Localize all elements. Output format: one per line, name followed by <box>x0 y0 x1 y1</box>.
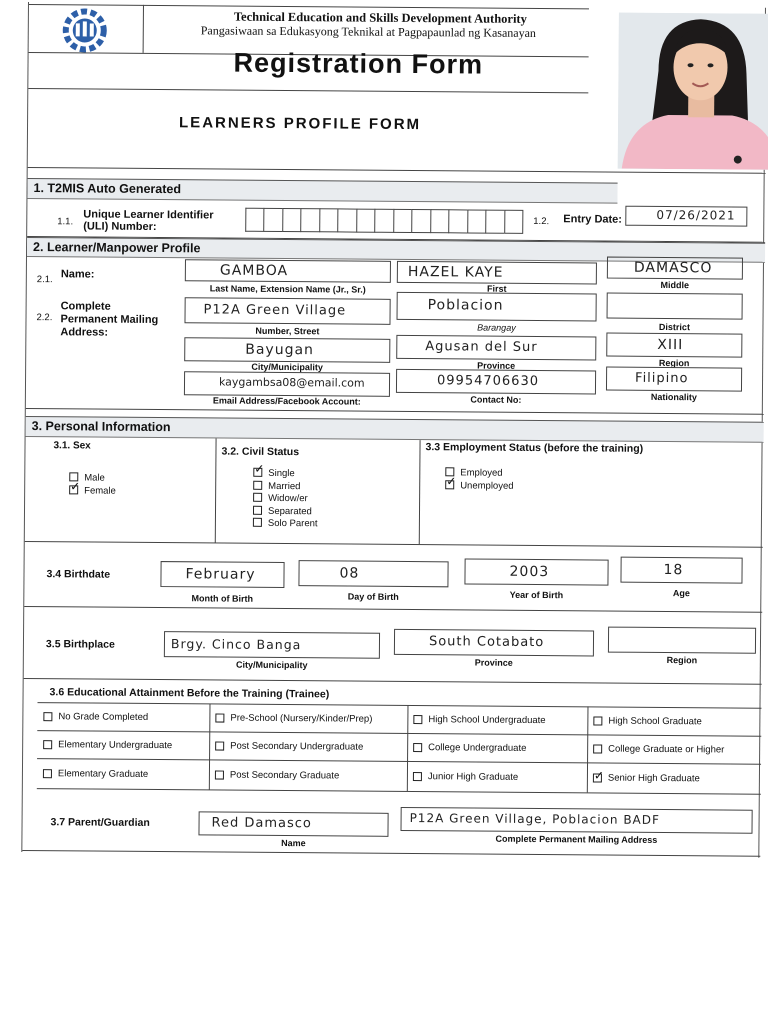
province-value: Agusan del Sur <box>425 339 538 356</box>
option-label: Junior High Graduate <box>427 770 519 783</box>
civil-option-widow[interactable] <box>253 493 318 506</box>
option-label: Employed <box>460 467 503 479</box>
checkbox-edu[interactable] <box>413 715 422 724</box>
caption-nationality: Nationality <box>650 391 697 403</box>
entry-date-field[interactable] <box>625 206 747 227</box>
form-title: Registration Form <box>233 47 484 80</box>
caption-first-name: First <box>486 283 507 294</box>
uli-input-boxes[interactable] <box>245 208 523 234</box>
parent-address-value: P12A Green Village, Poblacion BADF <box>409 811 661 827</box>
age-field[interactable] <box>620 557 742 584</box>
address-label-line2: Permanent Mailing <box>60 313 159 327</box>
address-label-line3: Address: <box>60 326 109 339</box>
civil-option-separated[interactable] <box>253 505 318 518</box>
address-index: 2.2. <box>36 312 53 324</box>
barangay-value: Poblacion <box>427 297 504 314</box>
caption-region: Region <box>658 357 690 369</box>
section-personal-header: 3. Personal Information <box>26 416 764 443</box>
city-value: Bayugan <box>245 341 315 359</box>
birthplace-label: 3.5 Birthplace <box>45 638 115 651</box>
entry-date-index: 1.2. <box>533 215 550 228</box>
checkbox-female[interactable] <box>69 485 78 494</box>
email-field[interactable] <box>184 371 390 397</box>
checkbox-edu[interactable] <box>43 740 52 749</box>
employment-options <box>445 467 514 493</box>
checkbox-edu[interactable] <box>413 743 422 752</box>
option-label: Unemployed <box>460 479 514 492</box>
option-label: Pre-School (Nursery/Kinder/Prep) <box>230 712 373 725</box>
option-label: High School Undergraduate <box>428 713 546 726</box>
checkbox-edu[interactable] <box>215 770 224 779</box>
caption-province: Province <box>477 360 516 371</box>
checkbox-edu[interactable] <box>413 772 422 781</box>
age-value: 18 <box>663 562 684 579</box>
caption-parent-name: Name <box>281 838 306 849</box>
birthplace-city-field[interactable] <box>164 631 380 659</box>
middle-name-value: DAMASCO <box>633 259 713 277</box>
birth-year-value: 2003 <box>509 563 550 581</box>
first-name-value: HAZEL KAYE <box>407 263 504 281</box>
caption-parent-address: Complete Permanent Mailing Address <box>495 833 658 845</box>
parent-address-field[interactable] <box>401 807 753 834</box>
email-value: kaygambsa08@email.com <box>218 375 365 390</box>
option-label: Married <box>268 480 301 492</box>
edu-elem-graduate[interactable] <box>37 758 209 789</box>
street-value: P12A Green Village <box>203 302 347 319</box>
birth-day-field[interactable] <box>298 560 448 587</box>
caption-birthplace-city: City/Municipality <box>235 659 308 671</box>
edu-college-undergrad[interactable] <box>407 733 587 762</box>
birthplace-city-value: Brgy. Cinco Banga <box>170 636 302 653</box>
birth-month-field[interactable] <box>160 561 284 588</box>
edu-junior-high-graduate[interactable] <box>407 761 587 792</box>
birthplace-province-field[interactable] <box>394 629 594 657</box>
edu-senior-high-graduate[interactable] <box>587 762 761 793</box>
option-label: Senior High Graduate <box>607 772 700 784</box>
sex-option-female[interactable] <box>69 485 116 498</box>
caption-age: Age <box>672 588 690 599</box>
birthdate-label: 3.4 Birthdate <box>46 568 111 581</box>
section-profile-header: 2. Learner/Manpower Profile <box>27 237 765 263</box>
edu-pre-school[interactable] <box>209 703 407 733</box>
region-value: XIII <box>657 336 684 354</box>
option-label: Post Secondary Undergraduate <box>230 740 364 753</box>
uli-label-line2: (ULI) Number: <box>83 220 157 234</box>
option-label: College Graduate or Higher <box>608 743 725 755</box>
contact-value: 09954706630 <box>436 373 540 390</box>
name-index: 2.1. <box>36 274 53 286</box>
option-label: Post Secondary Graduate <box>229 769 340 781</box>
parent-name-value: Red Damasco <box>211 815 312 832</box>
civil-option-married[interactable] <box>253 480 318 493</box>
entry-date-value: 07/26/2021 <box>656 207 736 223</box>
district-field[interactable] <box>607 293 743 320</box>
birthplace-province-value: South Cotabato <box>428 634 545 651</box>
edu-no-grade[interactable] <box>37 702 209 731</box>
checkbox-edu[interactable] <box>43 712 52 721</box>
checkbox-edu[interactable] <box>215 741 224 750</box>
first-name-field[interactable] <box>397 261 597 285</box>
caption-street: Number, Street <box>255 325 320 337</box>
last-name-field[interactable] <box>185 259 391 283</box>
edu-post-sec-undergrad[interactable] <box>209 731 407 761</box>
checkbox-edu[interactable] <box>215 713 224 722</box>
uli-label: Unique Learner Identifier <box>83 208 214 222</box>
checkbox-single[interactable] <box>253 468 262 477</box>
caption-contact: Contact No: <box>470 394 522 405</box>
caption-email: Email Address/Facebook Account: <box>212 395 361 407</box>
civil-option-solo-parent[interactable] <box>253 518 318 531</box>
nationality-value: Filipino <box>635 370 689 387</box>
edu-college-graduate[interactable] <box>587 734 761 763</box>
agency-name-filipino: Pangasiwaan sa Edukasyong Teknikal at Pagpapaunlad ng Kasanayan <box>200 23 537 40</box>
edu-elem-undergrad[interactable] <box>37 730 209 759</box>
option-label: Solo Parent <box>267 517 318 530</box>
agency-name: Technical Education and Skills Development Authority <box>233 9 527 26</box>
nationality-field[interactable] <box>606 367 742 392</box>
city-field[interactable] <box>184 337 390 363</box>
civil-status-options <box>253 468 318 531</box>
option-label: College Undergraduate <box>428 741 527 754</box>
sex-label: 3.1. Sex <box>53 440 91 452</box>
sex-options <box>69 472 116 497</box>
checkbox-separated[interactable] <box>253 505 262 514</box>
checkbox-solo-parent[interactable] <box>253 518 262 527</box>
checkbox-unemployed[interactable] <box>445 480 454 489</box>
birth-year-field[interactable] <box>464 558 608 585</box>
option-label: Elementary Undergraduate <box>58 738 173 751</box>
street-field[interactable] <box>184 297 390 325</box>
caption-middle-name: Middle <box>660 279 690 291</box>
option-label: Female <box>84 484 116 497</box>
caption-last-name: Last Name, Extension Name (Jr., Sr.) <box>209 283 366 295</box>
caption-city: City/Municipality <box>251 361 323 373</box>
checkbox-edu[interactable] <box>593 716 602 725</box>
checkbox-edu[interactable] <box>593 773 602 782</box>
tesda-logo-icon <box>59 8 111 52</box>
parent-guardian-label: 3.7 Parent/Guardian <box>50 816 150 829</box>
birth-month-value: February <box>185 566 256 583</box>
civil-option-single[interactable] <box>253 468 318 481</box>
edu-hs-graduate[interactable] <box>587 706 761 735</box>
address-label: Complete <box>60 300 111 313</box>
option-label: High School Graduate <box>608 715 702 727</box>
edu-hs-undergrad[interactable] <box>407 705 587 734</box>
civil-status-label: 3.2. Civil Status <box>221 445 300 459</box>
birth-day-value: 08 <box>339 565 360 582</box>
uli-number-index: 1.1. <box>57 216 74 228</box>
learner-photo <box>618 13 768 170</box>
option-label: Widow/er <box>268 492 308 505</box>
checkbox-edu[interactable] <box>593 744 602 753</box>
checkbox-widow[interactable] <box>253 493 262 502</box>
barangay-field[interactable] <box>397 292 597 322</box>
option-label: No Grade Completed <box>58 710 149 723</box>
name-label: Name: <box>60 268 95 281</box>
section-t2mis-header: 1. T2MIS Auto Generated <box>27 178 617 204</box>
caption-barangay: Barangay <box>477 322 516 333</box>
contact-field[interactable] <box>396 369 596 395</box>
caption-district: District <box>658 321 691 333</box>
option-label: Male <box>84 472 105 484</box>
parent-name-field[interactable] <box>198 811 388 836</box>
registration-form <box>21 2 766 858</box>
caption-birthplace-province: Province <box>474 657 513 668</box>
checkbox-edu[interactable] <box>43 769 52 778</box>
caption-month: Month of Birth <box>191 593 254 604</box>
option-label: Separated <box>267 505 312 517</box>
option-label: Single <box>268 467 295 480</box>
caption-day: Day of Birth <box>347 591 399 602</box>
checkbox-married[interactable] <box>253 480 262 489</box>
edu-post-sec-graduate[interactable] <box>209 759 407 791</box>
caption-birthplace-region: Region <box>666 655 698 666</box>
middle-name-field[interactable] <box>607 257 743 280</box>
region-field[interactable] <box>606 333 742 358</box>
option-label: Elementary Graduate <box>57 767 149 780</box>
last-name-value: GAMBOA <box>219 262 289 280</box>
caption-year: Year of Birth <box>509 589 564 601</box>
birthplace-region-field[interactable] <box>608 627 756 654</box>
education-label: 3.6 Educational Attainment Before the Training (Trainee) <box>49 686 330 701</box>
entry-date-label: Entry Date: <box>563 213 623 226</box>
form-subtitle: LEARNERS PROFILE FORM <box>178 114 422 134</box>
employment-status-label: 3.3 Employment Status (before the training) <box>425 441 644 455</box>
emp-option-unemployed[interactable] <box>445 480 513 493</box>
province-field[interactable] <box>396 335 596 361</box>
